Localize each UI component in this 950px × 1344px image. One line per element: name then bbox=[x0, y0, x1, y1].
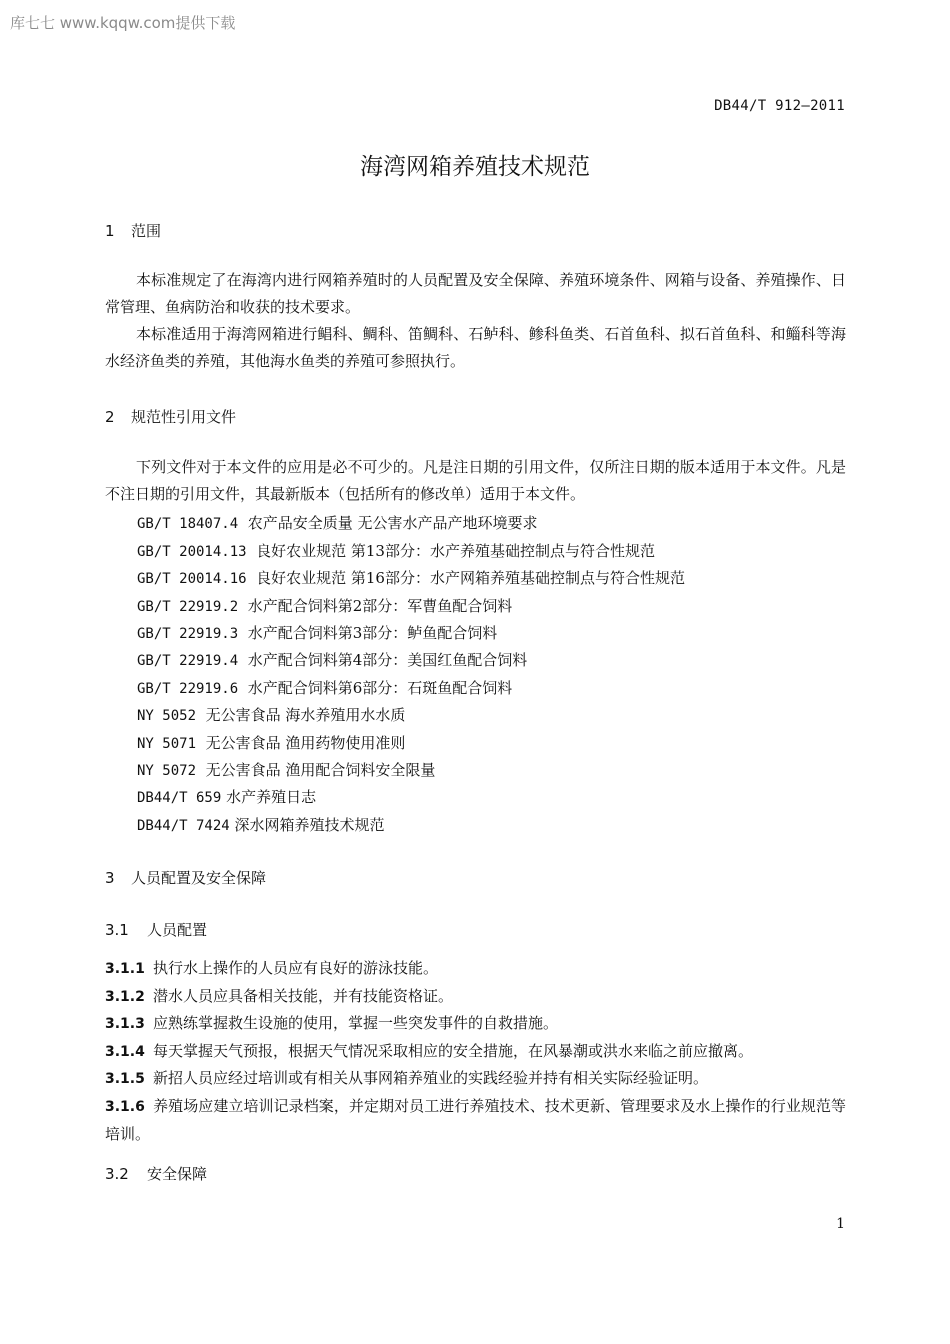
subsection-title: 安全保障 bbox=[147, 1165, 208, 1183]
clause-text: 每天掌握天气预报，根据天气情况采取相应的安全措施，在风暴潮或洪水来临之前应撤离。 bbox=[153, 1042, 754, 1060]
reference-item bbox=[137, 649, 527, 670]
clause-text: 执行水上操作的人员应有良好的游泳技能。 bbox=[153, 959, 439, 977]
reference-code: DB44/T 659 bbox=[137, 790, 222, 806]
clause-text: 养殖场应建立培训记录档案，并定期对员工进行养殖技术、技术更新、管理要求及水上操作的行业规范等培训。 bbox=[105, 1097, 846, 1143]
reference-item bbox=[137, 567, 685, 588]
reference-item bbox=[137, 595, 512, 616]
reference-code: GB/T 22919.4 bbox=[137, 653, 239, 669]
section-number: 1 bbox=[105, 222, 115, 240]
clause-number: 3.1.4 bbox=[105, 1044, 145, 1060]
clause-3-1-2 bbox=[105, 983, 846, 1011]
reference-item bbox=[137, 814, 385, 835]
section-3-heading bbox=[105, 867, 266, 888]
reference-title: 农产品安全质量 无公害水产品产地环境要求 bbox=[247, 514, 538, 532]
subsection-3-1-heading bbox=[105, 919, 207, 940]
reference-code: GB/T 18407.4 bbox=[137, 516, 239, 532]
reference-item bbox=[137, 704, 405, 725]
reference-item bbox=[137, 759, 435, 780]
reference-item bbox=[137, 512, 537, 533]
reference-title: 无公害食品 渔用配合饲料安全限量 bbox=[205, 761, 436, 779]
subsection-number: 3.2 bbox=[105, 1165, 129, 1183]
section-1-heading bbox=[105, 220, 161, 241]
reference-item bbox=[137, 540, 655, 561]
reference-code: GB/T 22919.3 bbox=[137, 626, 239, 642]
reference-title: 良好农业规范 第13部分：水产养殖基础控制点与符合性规范 bbox=[256, 542, 655, 560]
standard-code: DB44/T 912—2011 bbox=[714, 98, 845, 114]
clause-3-1-1 bbox=[105, 955, 846, 983]
clause-text: 潜水人员应具备相关技能，并有技能资格证。 bbox=[153, 987, 454, 1005]
reference-item bbox=[137, 786, 316, 807]
section-number: 3 bbox=[105, 869, 115, 887]
section-number: 2 bbox=[105, 408, 115, 426]
reference-code: GB/T 22919.2 bbox=[137, 599, 239, 615]
section-title: 范围 bbox=[131, 222, 162, 240]
clause-number: 3.1.1 bbox=[105, 961, 145, 977]
reference-code: NY 5071 bbox=[137, 736, 197, 752]
reference-title: 水产配合饲料第3部分：鲈鱼配合饲料 bbox=[247, 624, 498, 642]
reference-code: GB/T 22919.6 bbox=[137, 681, 239, 697]
reference-item bbox=[137, 622, 497, 643]
section-1-paragraph-1: 本标准规定了在海湾内进行网箱养殖时的人员配置及安全保障、养殖环境条件、网箱与设备、养殖操作、日常管理、鱼病防治和收获的技术要求。 bbox=[105, 271, 846, 316]
reference-title: 无公害食品 海水养殖用水水质 bbox=[205, 706, 406, 724]
subsection-3-2-heading bbox=[105, 1163, 207, 1184]
section-2-heading bbox=[105, 406, 236, 427]
section-title: 人员配置及安全保障 bbox=[131, 869, 267, 887]
reference-code: DB44/T 7424 bbox=[137, 818, 230, 834]
reference-title: 水产养殖日志 bbox=[226, 788, 317, 806]
document-title: 海湾网箱养殖技术规范 bbox=[360, 154, 590, 180]
reference-title: 深水网箱养殖技术规范 bbox=[234, 816, 385, 834]
clause-number: 3.1.5 bbox=[105, 1071, 145, 1087]
subsection-title: 人员配置 bbox=[147, 921, 208, 939]
page-number: 1 bbox=[836, 1216, 845, 1232]
clause-3-1-5 bbox=[105, 1065, 846, 1093]
reference-code: NY 5072 bbox=[137, 763, 197, 779]
section-title: 规范性引用文件 bbox=[131, 408, 237, 426]
reference-item bbox=[137, 732, 405, 753]
reference-code: GB/T 20014.13 bbox=[137, 544, 247, 560]
clause-number: 3.1.6 bbox=[105, 1099, 145, 1115]
reference-title: 水产配合饲料第6部分：石斑鱼配合饲料 bbox=[247, 679, 513, 697]
watermark-text: 库七七 www.kqqw.com提供下载 bbox=[10, 14, 236, 32]
clause-number: 3.1.3 bbox=[105, 1016, 145, 1032]
reference-title: 良好农业规范 第16部分：水产网箱养殖基础控制点与符合性规范 bbox=[256, 569, 685, 587]
clause-3-1-3 bbox=[105, 1010, 846, 1038]
reference-title: 无公害食品 渔用药物使用准则 bbox=[205, 734, 406, 752]
section-2-paragraph-1: 下列文件对于本文件的应用是必不可少的。凡是注日期的引用文件，仅所注日期的版本适用于本文件。凡是不注日期的引用文件，其最新版本（包括所有的修改单）适用于本文件。 bbox=[105, 458, 846, 503]
reference-title: 水产配合饲料第2部分：军曹鱼配合饲料 bbox=[247, 597, 513, 615]
clause-text: 应熟练掌握救生设施的使用，掌握一些突发事件的自救措施。 bbox=[153, 1014, 559, 1032]
reference-code: NY 5052 bbox=[137, 708, 197, 724]
reference-code: GB/T 20014.16 bbox=[137, 571, 247, 587]
clause-text: 新招人员应经过培训或有相关从事网箱养殖业的实践经验并持有相关实际经验证明。 bbox=[153, 1069, 709, 1087]
reference-item bbox=[137, 677, 512, 698]
clause-number: 3.1.2 bbox=[105, 989, 145, 1005]
subsection-number: 3.1 bbox=[105, 921, 129, 939]
section-1-paragraph-2: 本标准适用于海湾网箱进行鲳科、鲷科、笛鲷科、石鲈科、鲹科鱼类、石首鱼科、拟石首鱼科、和鲻科等海水经济鱼类的养殖，其他海水鱼类的养殖可参照执行。 bbox=[105, 325, 846, 370]
reference-title: 水产配合饲料第4部分：美国红鱼配合饲料 bbox=[247, 651, 528, 669]
clause-3-1-4 bbox=[105, 1038, 846, 1066]
clause-3-1-6 bbox=[105, 1093, 846, 1148]
